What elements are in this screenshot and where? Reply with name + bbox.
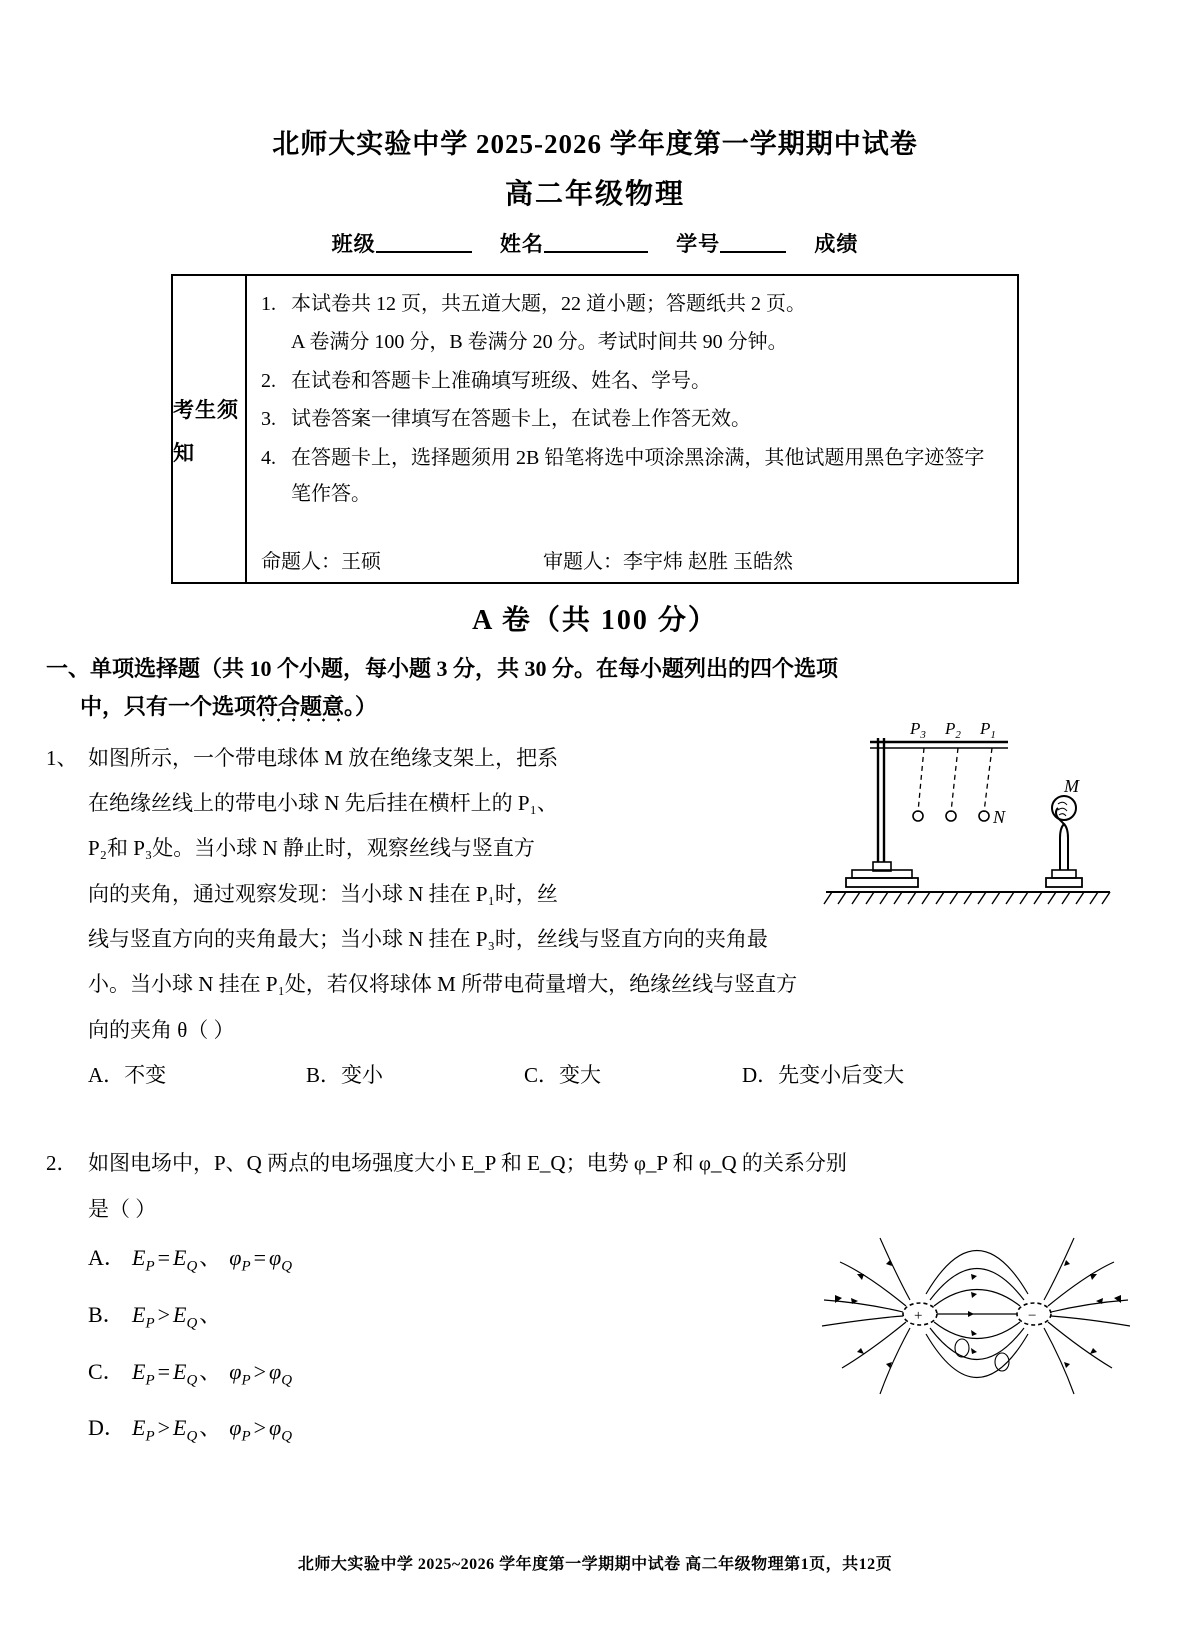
notice-body xyxy=(247,276,1017,582)
question-1-option-d[interactable]: D．先变小后变大 xyxy=(742,1063,905,1088)
notice-item xyxy=(261,401,1003,437)
question-2 xyxy=(0,1089,1190,1232)
question-1-line: 向的夹角 θ（ ） xyxy=(88,1017,235,1042)
option-d-formula: $E_P > E_Q$、 $\varphi_P > \varphi_Q$ xyxy=(132,1415,293,1445)
student-info-line xyxy=(0,212,1190,258)
figure1-label-m: M xyxy=(1064,776,1079,796)
figure1-label-p1: $P_1$ xyxy=(980,720,996,741)
figure1-label-n: N xyxy=(993,807,1006,827)
notice-item-text: 本试卷共 12 页，共五道大题，22 道小题；答题纸共 2 页。 xyxy=(291,292,806,315)
question-1-line: 小。当小球 N 挂在 P₁处，若仅将球体 M 所带电荷量增大，绝缘丝线与竖直方 xyxy=(88,972,798,997)
student-id-label: 学号 xyxy=(676,231,721,256)
question-1-line: P₂和 P₃处。当小球 N 静止时，观察丝线与竖直方 xyxy=(88,836,535,861)
part-a-title: A 卷（共 100 分） xyxy=(472,604,718,636)
name-blank[interactable] xyxy=(544,234,648,253)
page-subtitle: 高二年级物理 xyxy=(504,179,685,211)
examinee-notice-box xyxy=(171,274,1019,584)
notice-item-number: 3. xyxy=(261,408,276,431)
question-1-number: 1、 xyxy=(46,745,78,770)
question-2-body xyxy=(46,1141,1130,1232)
score-label: 成绩 xyxy=(814,231,859,256)
notice-item-text: 在试卷和答题卡上准确填写班级、姓名、学号。 xyxy=(291,369,711,392)
figure1-label-p2: $P_2$ xyxy=(945,720,961,741)
question-1-line: 线与竖直方向的夹角最大；当小球 N 挂在 P₃时，丝线与竖直方向的夹角最 xyxy=(88,927,768,952)
paper-author: 命题人：王硕 xyxy=(261,550,381,573)
notice-item-number: 4. xyxy=(261,446,276,469)
notice-item-text: 在答题卡上，选择题须用 2B 铅笔将选中项涂黑涂满，其他试题用黑色字迹签字笔作答。 xyxy=(291,446,985,505)
name-label: 姓名 xyxy=(499,231,544,256)
question-1-option-a[interactable]: A．不变 xyxy=(88,1063,167,1088)
question-2-option-b[interactable]: B． $E_P > E_Q$、 xyxy=(88,1289,1190,1346)
notice-item xyxy=(261,440,1003,513)
figure-dipole-field-lines xyxy=(802,1222,1132,1412)
option-c-formula: $E_P = E_Q$、 $\varphi_P > \varphi_Q$ xyxy=(132,1358,293,1388)
notice-label: 考生须知 xyxy=(173,276,247,582)
notice-item-number: 1. xyxy=(261,292,276,315)
figure-charged-sphere-pendulum xyxy=(818,720,1118,920)
paper-reviewer: 审题人：李宇炜 赵胜 玉皓然 xyxy=(543,550,793,573)
notice-item xyxy=(261,286,1003,322)
question-1-line: 如图所示，一个带电球体 M 放在绝缘支架上，把系 xyxy=(88,745,559,770)
question-2-option-a[interactable]: A． $E_P = E_Q$、 $\varphi_P = \varphi_Q$ xyxy=(88,1232,1190,1289)
author-row xyxy=(261,519,1003,576)
question-2-line: 如图电场中，P、Q 两点的电场强度大小 E_P 和 E_Q；电势 φ_P 和 φ_Q 的关系分别 xyxy=(88,1151,847,1176)
section-one-line2: 中，只有一个选项符合题意。） xyxy=(46,688,1132,726)
page-footer: 北师大实验中学 2025~2026 学年度第一学期期中试卷 高二年级物理第1页，共12页 xyxy=(297,1556,893,1573)
option-a-formula: $E_P = E_Q$、 $\varphi_P = \varphi_Q$ xyxy=(132,1244,293,1275)
section-one-heading xyxy=(0,638,1190,726)
question-1-options xyxy=(0,1053,1190,1089)
figure1-label-p3: $P_3$ xyxy=(910,720,926,741)
question-1-line: 在绝缘丝线上的带电小球 N 先后挂在横杆上的 P₁、 xyxy=(88,791,558,815)
notice-item xyxy=(261,363,1003,399)
emphasis-dotted-text: 符合题意 xyxy=(256,694,344,722)
student-id-blank[interactable] xyxy=(720,234,786,253)
question-1-option-c[interactable]: C．变大 xyxy=(524,1063,602,1088)
question-2-line: 是（ ） xyxy=(88,1196,157,1221)
page-title: 北师大实验中学 2025-2026 学年度第一学期期中试卷 xyxy=(272,129,918,159)
notice-item-sub: A 卷满分 100 分，B 卷满分 20 分。考试时间共 90 分钟。 xyxy=(291,331,788,354)
question-1-line: 向的夹角，通过观察发现：当小球 N 挂在 P₁时，丝 xyxy=(88,881,558,906)
figure2-charge-positive: + xyxy=(914,1308,923,1324)
class-label: 班级 xyxy=(331,231,376,256)
notice-item-number: 2. xyxy=(261,369,276,392)
class-blank[interactable] xyxy=(376,234,472,253)
notice-item-text: 试卷答案一律填写在答题卡上，在试卷上作答无效。 xyxy=(291,408,751,431)
option-b-formula: $E_P > E_Q$、 xyxy=(132,1301,222,1332)
question-1-option-b[interactable]: B．变小 xyxy=(306,1063,384,1088)
figure2-charge-negative: − xyxy=(1028,1308,1037,1324)
section-one-line1: 一、单项选择题（共 10 个小题，每小题 3 分，共 30 分。在每小题列出的四个选项 xyxy=(46,655,839,681)
question-2-option-c[interactable]: C． $E_P = E_Q$、 $\varphi_P > \varphi_Q$ xyxy=(88,1346,1190,1403)
question-2-option-d[interactable]: D． $E_P > E_Q$、 $\varphi_P > \varphi_Q$ xyxy=(88,1402,1190,1459)
question-2-number: 2． xyxy=(46,1151,78,1176)
